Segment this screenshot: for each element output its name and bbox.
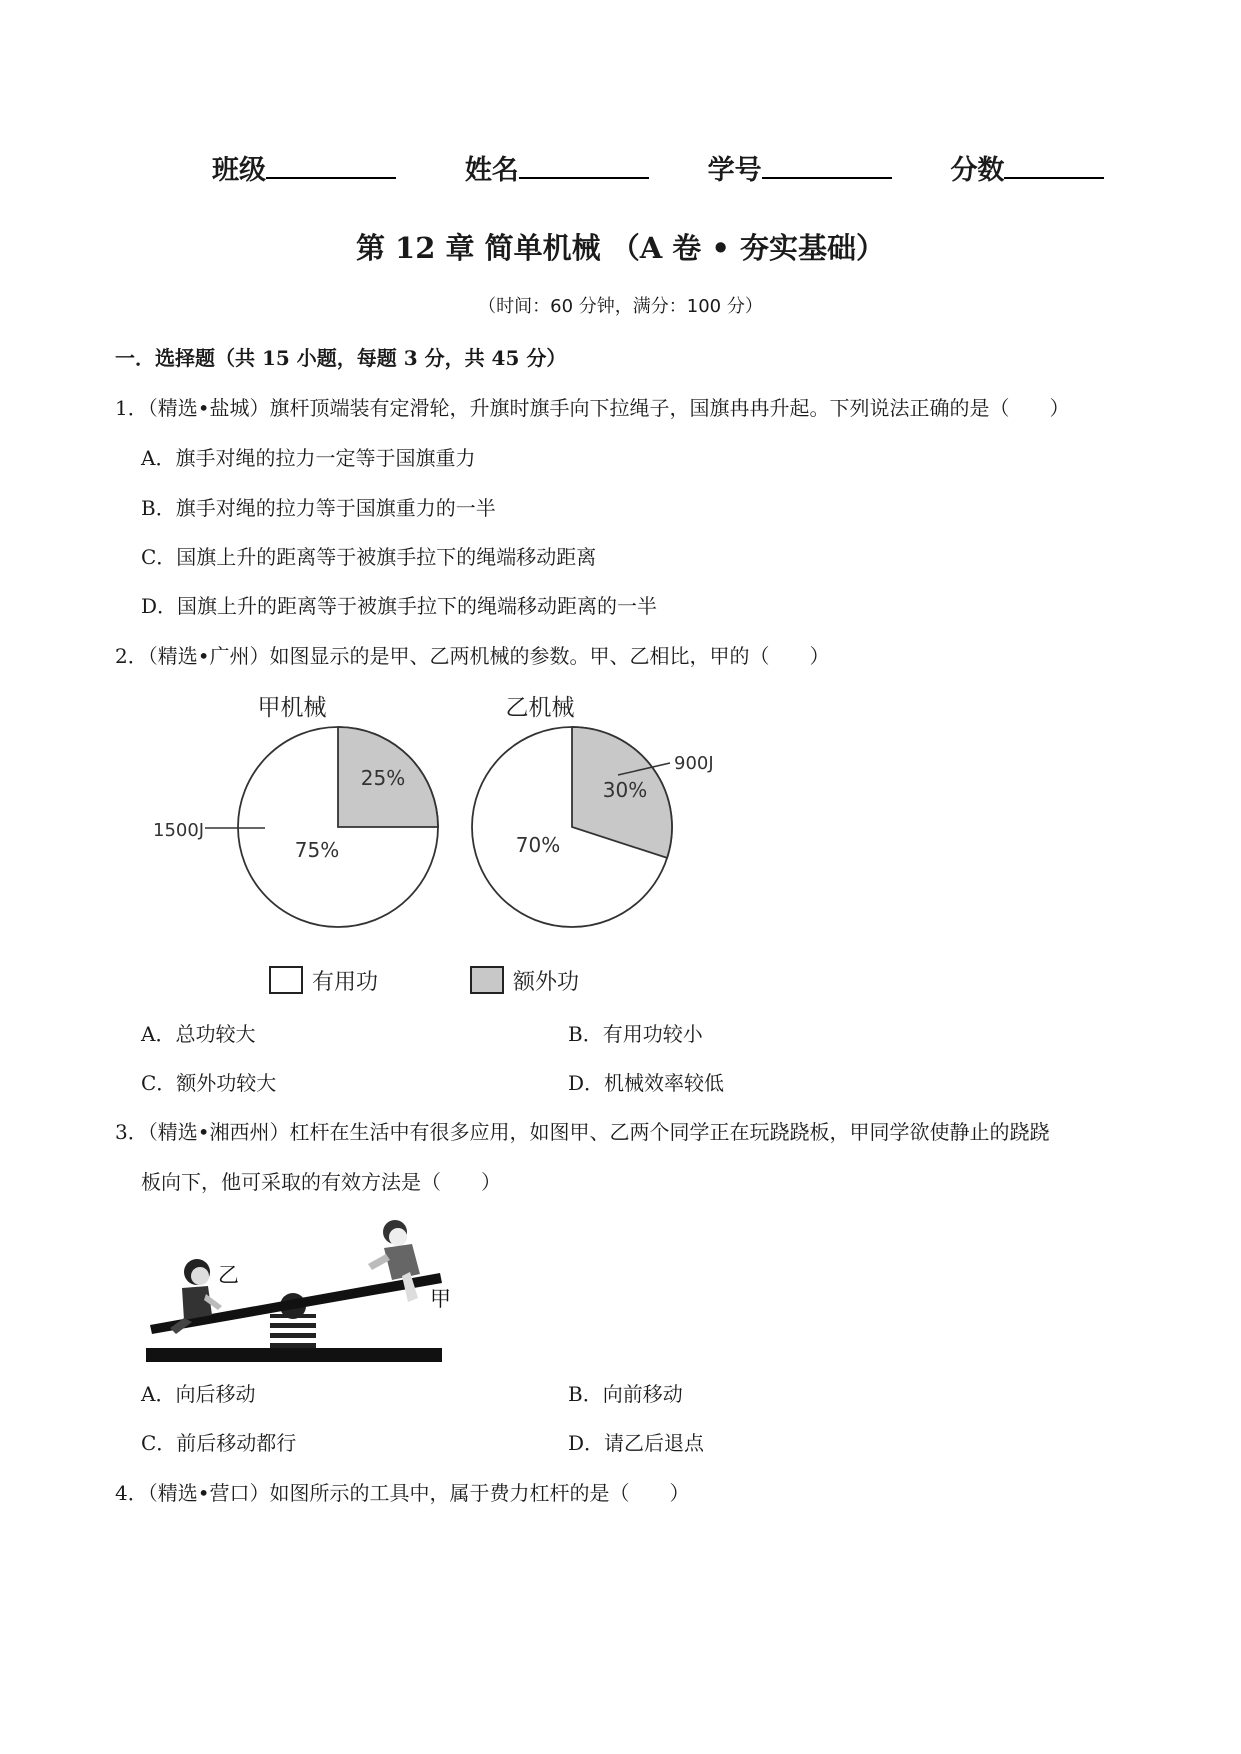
section-heading: 一．选择题（共 15 小题，每题 3 分，共 45 分） (115, 346, 567, 370)
chart-title-jia: 甲机械 (257, 695, 327, 721)
class-label: 班级 (212, 155, 266, 186)
question-4-stem: 4．（精选•营口）如图所示的工具中，属于费力杠杆的是（ ） (115, 1481, 690, 1505)
q1-option-d[interactable]: D．国旗上升的距离等于被旗手拉下的绳端移动距离的一半 (141, 594, 658, 618)
q2-option-c[interactable]: C．额外功较大 (141, 1071, 277, 1095)
score-label: 分数 (950, 155, 1005, 186)
seesaw-label-yi: 乙 (218, 1263, 239, 1287)
id-blank[interactable] (762, 155, 892, 179)
pie-yi-annotation: 900J (674, 753, 714, 774)
question-3-stem-line2: 板向下，他可采取的有效方法是（ ） (141, 1170, 501, 1194)
question-2-stem: 2．（精选•广州）如图显示的是甲、乙两机械的参数。甲、乙相比，甲的（ ） (115, 644, 830, 668)
id-label: 学号 (707, 155, 762, 186)
pie-yi-useful-label: 70% (515, 833, 561, 857)
q1-option-b[interactable]: B．旗手对绳的拉力等于国旗重力的一半 (141, 496, 496, 520)
seesaw-ground (146, 1348, 442, 1362)
seesaw-label-jia: 甲 (430, 1287, 451, 1311)
q3-option-b[interactable]: B．向前移动 (568, 1382, 683, 1406)
q1-option-a[interactable]: A．旗手对绳的拉力一定等于国旗重力 (141, 446, 476, 470)
q2-option-a[interactable]: A．总功较大 (141, 1022, 256, 1046)
page-subtitle: （时间：60 分钟，满分：100 分） (478, 296, 763, 317)
pie-charts-figure (130, 685, 750, 1005)
name-blank[interactable] (519, 155, 649, 179)
q2-option-d[interactable]: D．机械效率较低 (568, 1071, 725, 1095)
header-row (212, 148, 1104, 187)
pie-jia-useful-label: 75% (294, 838, 340, 862)
chart-title-yi: 乙机械 (505, 695, 575, 721)
q1-option-c[interactable]: C．国旗上升的距离等于被旗手拉下的绳端移动距离 (141, 545, 597, 569)
q3-option-a[interactable]: A．向后移动 (141, 1382, 256, 1406)
class-blank[interactable] (266, 155, 396, 179)
pie-jia-annotation: 1500J (153, 820, 205, 841)
legend-extra-swatch (471, 967, 503, 993)
legend-useful-swatch (270, 967, 302, 993)
q3-option-c[interactable]: C．前后移动都行 (141, 1431, 297, 1455)
legend-extra-label: 额外功 (513, 970, 580, 995)
legend-useful-label: 有用功 (312, 970, 379, 995)
pie-yi-extra-label: 30% (602, 778, 648, 802)
page-title: 第 12 章 简单机械 （A 卷 • 夯实基础） (355, 231, 886, 265)
score-blank[interactable] (1004, 155, 1104, 179)
question-3-stem-line1: 3．（精选•湘西州）杠杆在生活中有很多应用，如图甲、乙两个同学正在玩跷跷板，甲同学欲使静止的跷跷 (115, 1120, 1050, 1144)
q3-option-d[interactable]: D．请乙后退点 (568, 1431, 705, 1455)
pie-jia-extra-label: 25% (360, 766, 406, 790)
q2-option-b[interactable]: B．有用功较小 (568, 1022, 703, 1046)
question-1-stem: 1．（精选•盐城）旗杆顶端装有定滑轮，升旗时旗手向下拉绳子，国旗冉冉升起。下列说法正确的是（ ） (115, 396, 1070, 420)
name-label: 姓名 (464, 155, 519, 186)
seesaw-figure (140, 1210, 460, 1370)
